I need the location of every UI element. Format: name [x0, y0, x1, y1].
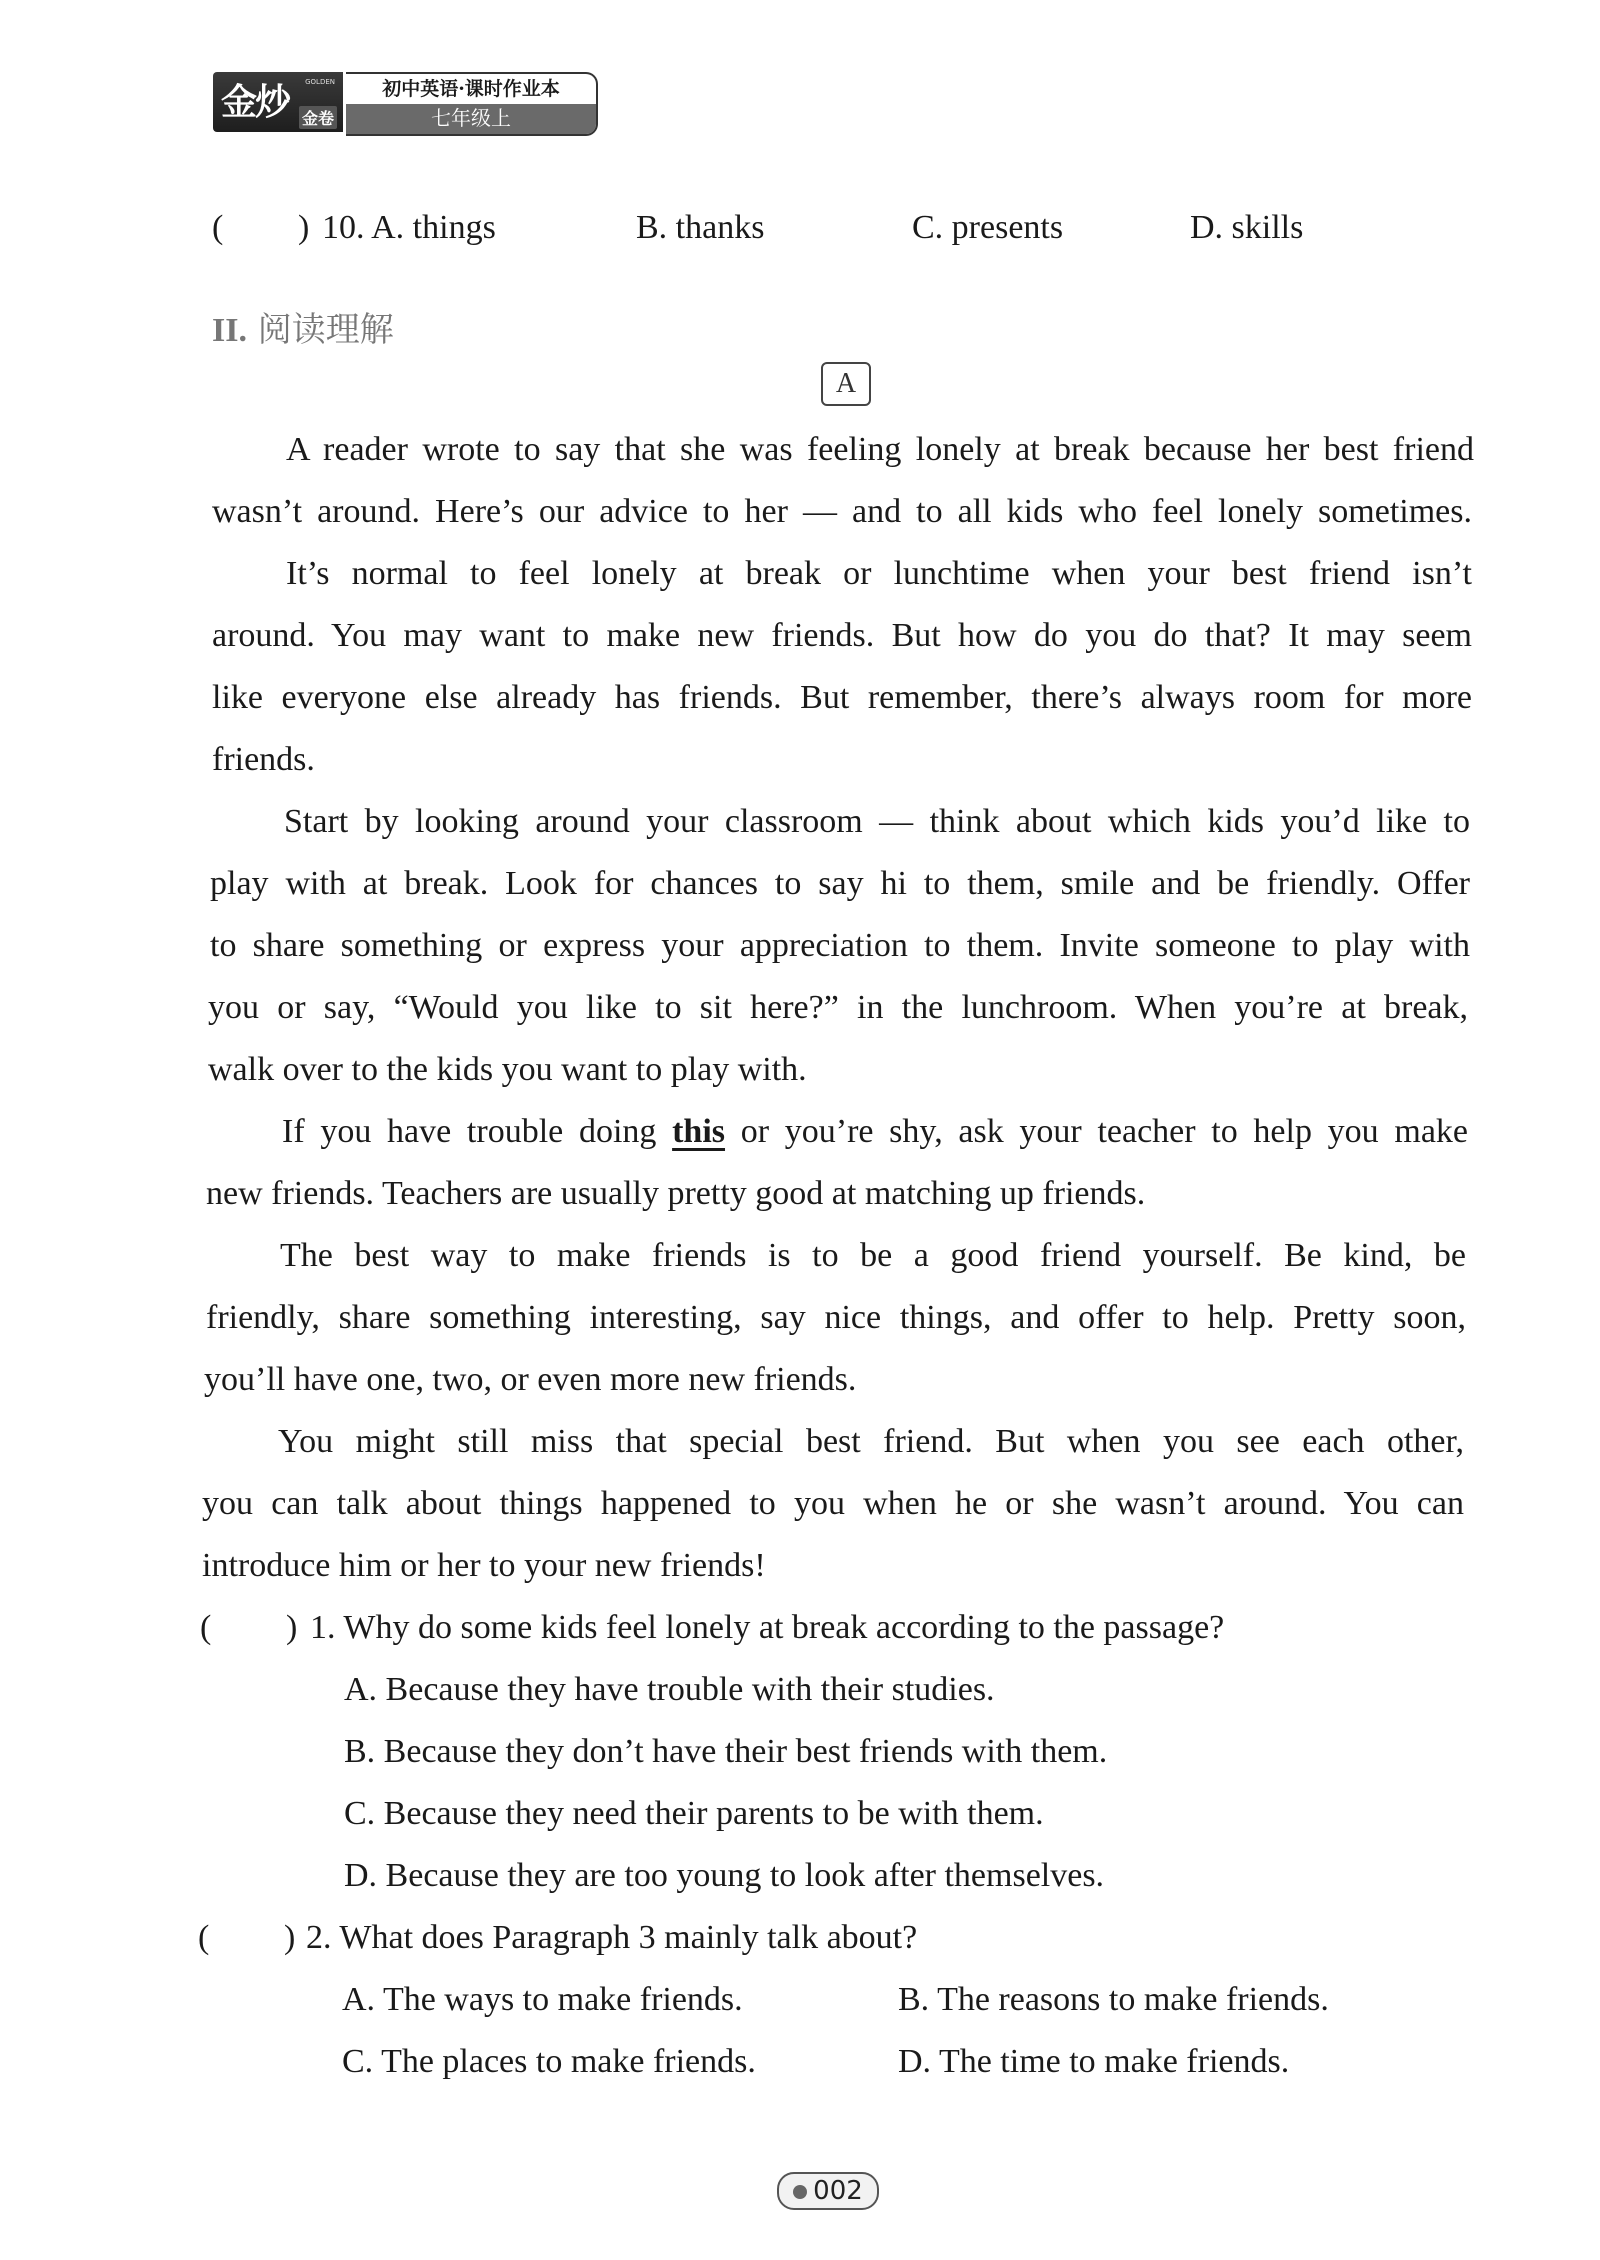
- logo: [213, 72, 343, 132]
- option-a: A. The ways to make friends.: [342, 1981, 743, 2018]
- grade-label: 七年级上: [346, 104, 596, 134]
- book-header: [213, 72, 603, 132]
- page-number: [777, 2172, 879, 2210]
- logo-tiny-text: GOLDEN: [305, 78, 335, 86]
- passage-line: you can talk about things happened to you when he or she wasn’t around. You can: [202, 1485, 1464, 1522]
- passage-label: A: [821, 362, 871, 406]
- question-stem: 2. What does Paragraph 3 mainly talk about?: [306, 1919, 918, 1956]
- option-c: C. The places to make friends.: [342, 2043, 756, 2080]
- logo-sub-text: 金卷: [299, 106, 337, 129]
- underlined-word: this: [672, 1113, 726, 1150]
- question-stem: 1. Why do some kids feel lonely at break according to the passage?: [310, 1609, 1225, 1646]
- option-b: B. Because they don’t have their best friends with them.: [344, 1733, 1108, 1770]
- passage-line: play with at break. Look for chances to say hi to them, smile and be friendly. Offer: [210, 865, 1470, 902]
- passage-line: wasn’t around. Here’s our advice to her — and to all kids who feel lonely sometimes.: [212, 493, 1472, 530]
- q10-option-c: C. presents: [912, 209, 1064, 246]
- passage-line: you or say, “Would you like to sit here?” in the lunchroom. When you’re at break,: [208, 989, 1468, 1026]
- passage-line: friends.: [212, 741, 315, 778]
- answer-paren-close: ): [298, 209, 310, 246]
- option-a: A. Because they have trouble with their studies.: [344, 1671, 995, 1708]
- q10-option-d: D. skills: [1190, 209, 1304, 246]
- passage-text: or you’re shy, ask your teacher to help you make: [725, 1113, 1469, 1150]
- passage-line: It’s normal to feel lonely at break or lunchtime when your best friend isn’t: [286, 555, 1472, 592]
- answer-paren-open: (: [200, 1609, 212, 1646]
- passage-line: Start by looking around your classroom — think about which kids you’d like to: [284, 803, 1470, 840]
- answer-paren-close: ): [286, 1609, 298, 1646]
- page-dot-icon: [793, 2185, 807, 2199]
- option-d: D. Because they are too young to look after themselves.: [344, 1857, 1105, 1894]
- q10-option-a: 10. A. things: [322, 209, 496, 246]
- passage-line: friendly, share something interesting, say nice things, and offer to help. Pretty soon,: [206, 1299, 1466, 1336]
- page-number-text: 002: [813, 2176, 863, 2206]
- option-b: B. The reasons to make friends.: [898, 1981, 1329, 2018]
- passage-line: [282, 1112, 1468, 1152]
- section-name: 阅读理解: [257, 310, 394, 350]
- option-d: D. The time to make friends.: [898, 2043, 1290, 2080]
- option-c: C. Because they need their parents to be with them.: [344, 1795, 1044, 1832]
- q10-option-b: B. thanks: [636, 209, 765, 246]
- section-roman: II.: [212, 312, 247, 349]
- answer-paren-open: (: [212, 209, 224, 246]
- logo-main-text: 金炒: [221, 81, 290, 123]
- passage-line: like everyone else already has friends. But remember, there’s always room for more: [212, 679, 1472, 716]
- passage-line: You might still miss that special best friend. But when you see each other,: [278, 1423, 1464, 1460]
- passage-text: If you have trouble doing: [282, 1113, 673, 1150]
- book-title-box: [346, 72, 598, 136]
- passage-line: to share something or express your appreciation to them. Invite someone to play with: [210, 927, 1470, 964]
- section-title: [212, 302, 394, 351]
- book-title: 初中英语·课时作业本: [382, 78, 560, 100]
- answer-paren-open: (: [198, 1919, 210, 1956]
- passage-line: A reader wrote to say that she was feeling lonely at break because her best friend: [286, 431, 1474, 468]
- passage-line: walk over to the kids you want to play with.: [208, 1051, 807, 1088]
- passage-line: you’ll have one, two, or even more new friends.: [204, 1361, 857, 1398]
- passage-line: around. You may want to make new friends. But how do you do that? It may seem: [212, 617, 1472, 654]
- passage-line: new friends. Teachers are usually pretty good at matching up friends.: [206, 1175, 1146, 1212]
- passage-line: The best way to make friends is to be a good friend yourself. Be kind, be: [280, 1237, 1466, 1274]
- answer-paren-close: ): [284, 1919, 296, 1956]
- passage-line: introduce him or her to your new friends!: [202, 1547, 766, 1584]
